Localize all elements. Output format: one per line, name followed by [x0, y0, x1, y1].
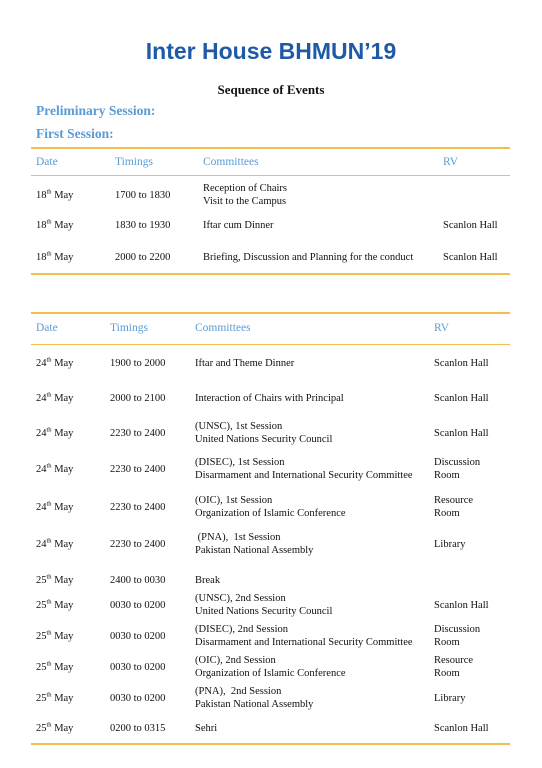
committee-line-2: Disarmament and International Security Committee [195, 470, 413, 481]
timing-cell: 1830 to 1930 [115, 219, 171, 231]
venue-cell [434, 713, 489, 743]
table-row [31, 210, 510, 240]
header-rv: RV [434, 322, 450, 334]
committee-line-1: Iftar and Theme Dinner [195, 357, 295, 369]
venue-cell [434, 492, 473, 522]
date-cell [36, 454, 73, 484]
committee-cell [195, 652, 346, 682]
committee-line-2: Organization of Islamic Conference [195, 668, 346, 679]
committee-line-1: (PNA), 2nd Session [195, 686, 282, 697]
venue-line-1: Scanlon Hall [434, 427, 489, 439]
committee-line-2: Visit to the Campus [203, 196, 287, 207]
venue-line-2: Room [434, 508, 460, 519]
table-top-rule [31, 312, 510, 314]
date-month: May [54, 357, 74, 369]
header-date: Date [36, 156, 58, 168]
first-session-heading: First Session: [36, 126, 114, 141]
committee-line-1: (OIC), 2nd Session [195, 655, 276, 666]
date-day: 25 [36, 692, 47, 704]
table-bottom-rule [31, 273, 510, 275]
date-cell [36, 383, 73, 413]
date-cell [36, 621, 73, 651]
committee-cell [203, 180, 287, 210]
venue-line-1: Library [434, 692, 466, 704]
date-cell [36, 713, 73, 743]
committee-line-1: (DISEC), 2nd Session [195, 624, 289, 635]
venue-cell [434, 418, 489, 448]
venue-cell [434, 652, 473, 682]
committee-cell [195, 418, 332, 448]
date-month: May [54, 501, 74, 513]
header-rule [31, 175, 510, 176]
committee-line-2: United Nations Security Council [195, 434, 333, 445]
date-day: 25 [36, 661, 47, 673]
date-day: 24 [36, 357, 47, 369]
page-title: Inter House BHMUN’19 [145, 38, 397, 64]
timing-cell: 1700 to 1830 [115, 189, 171, 201]
committee-cell [195, 713, 217, 743]
date-cell [36, 210, 73, 240]
venue-line-1: Scanlon Hall [434, 599, 489, 611]
date-suffix: th [46, 629, 52, 636]
committee-line-1: Briefing, Discussion and Planning for the conduct [203, 251, 414, 263]
timing-cell: 2400 to 0030 [110, 574, 166, 586]
venue-cell [443, 210, 498, 240]
committee-cell [195, 683, 313, 713]
date-cell [36, 242, 73, 272]
venue-cell [434, 529, 466, 559]
committee-cell [195, 454, 413, 484]
date-month: May [54, 692, 74, 704]
timing-cell: 0030 to 0200 [110, 661, 166, 673]
date-month: May [54, 599, 74, 611]
header-timings: Timings [115, 156, 153, 168]
timing-cell: 0030 to 0200 [110, 599, 166, 611]
date-suffix: th [46, 721, 52, 728]
venue-line-1: Scanlon Hall [443, 251, 498, 263]
date-cell [36, 418, 73, 448]
venue-line-1: Scanlon Hall [434, 392, 489, 404]
venue-cell [434, 621, 480, 651]
header-timings: Timings [110, 322, 148, 334]
committee-cell [203, 210, 274, 240]
table-row [31, 713, 510, 743]
timing-cell: 2230 to 2400 [110, 427, 166, 439]
date-suffix: th [46, 462, 52, 469]
date-month: May [54, 251, 74, 263]
header-date: Date [36, 322, 58, 334]
date-cell [36, 348, 73, 378]
venue-cell [434, 383, 489, 413]
date-day: 24 [36, 427, 47, 439]
committee-line-2: Organization of Islamic Conference [195, 508, 346, 519]
venue-cell [434, 348, 489, 378]
venue-cell [434, 683, 466, 713]
date-month: May [54, 574, 74, 586]
date-month: May [54, 392, 74, 404]
venue-line-1: Resource [434, 655, 474, 666]
table-bottom-rule [31, 743, 510, 745]
date-cell [36, 590, 73, 620]
header-committees: Committees [195, 322, 251, 334]
timing-cell: 1900 to 2000 [110, 357, 166, 369]
date-day: 25 [36, 574, 47, 586]
venue-line-2: Room [434, 637, 460, 648]
date-day: 18 [36, 219, 47, 231]
committee-cell [195, 590, 332, 620]
committee-cell [195, 529, 313, 559]
table-row [31, 529, 510, 559]
committee-line-1: (OIC), 1st Session [195, 495, 273, 506]
committee-line-1: (DISEC), 1st Session [195, 457, 285, 468]
table-row [31, 652, 510, 682]
header-committees: Committees [203, 156, 259, 168]
table-row [31, 180, 510, 210]
table-row [31, 492, 510, 522]
preliminary-session-heading: Preliminary Session: [36, 103, 156, 118]
date-cell [36, 529, 73, 559]
venue-line-1: Scanlon Hall [434, 722, 489, 734]
date-day: 25 [36, 722, 47, 734]
date-day: 25 [36, 599, 47, 611]
date-suffix: th [46, 691, 52, 698]
table-row [31, 418, 510, 448]
venue-line-1: Resource [434, 495, 474, 506]
date-cell [36, 180, 73, 210]
date-day: 18 [36, 251, 47, 263]
date-suffix: th [46, 500, 52, 507]
timing-cell: 2230 to 2400 [110, 501, 166, 513]
timing-cell: 2000 to 2200 [115, 251, 171, 263]
schedule-table-first [31, 147, 510, 275]
date-suffix: th [46, 218, 52, 225]
header-rv: RV [443, 156, 459, 168]
page-subtitle: Sequence of Events [217, 82, 325, 97]
committee-line-1: Break [195, 574, 221, 586]
table-row [31, 242, 510, 272]
timing-cell: 0030 to 0200 [110, 692, 166, 704]
committee-cell [195, 383, 344, 413]
date-month: May [54, 630, 74, 642]
venue-line-1: Scanlon Hall [443, 219, 498, 231]
committee-cell [195, 621, 413, 651]
timing-cell: 2230 to 2400 [110, 463, 166, 475]
committee-line-1: Reception of Chairs [203, 183, 287, 194]
date-month: May [54, 219, 74, 231]
venue-line-1: Discussion [434, 624, 481, 635]
venue-cell [434, 454, 480, 484]
date-day: 24 [36, 463, 47, 475]
committee-line-1: (UNSC), 1st Session [195, 421, 283, 432]
date-suffix: th [46, 188, 52, 195]
date-month: May [54, 538, 74, 550]
date-day: 24 [36, 392, 47, 404]
committee-line-1: (UNSC), 2nd Session [195, 593, 286, 604]
date-day: 24 [36, 501, 47, 513]
committee-line-1: Interaction of Chairs with Principal [195, 392, 344, 404]
venue-line-2: Room [434, 668, 460, 679]
committee-line-2: Pakistan National Assembly [195, 545, 314, 556]
date-cell [36, 652, 73, 682]
committee-cell [195, 348, 294, 378]
schedule-table-second [31, 312, 510, 746]
committee-line-1: Iftar cum Dinner [203, 219, 274, 231]
committee-line-1: (PNA), 1st Session [195, 532, 281, 543]
table-row [31, 454, 510, 484]
timing-cell: 0030 to 0200 [110, 630, 166, 642]
date-day: 18 [36, 189, 47, 201]
venue-cell [434, 590, 489, 620]
timing-cell: 2230 to 2400 [110, 538, 166, 550]
table-row [31, 348, 510, 378]
header-rule [31, 344, 510, 345]
venue-line-1: Discussion [434, 457, 481, 468]
table-top-rule [31, 147, 510, 149]
date-suffix: th [46, 573, 52, 580]
date-suffix: th [46, 537, 52, 544]
date-day: 25 [36, 630, 47, 642]
date-cell [36, 683, 73, 713]
timing-cell: 2000 to 2100 [110, 392, 166, 404]
venue-line-2: Room [434, 470, 460, 481]
date-cell [36, 492, 73, 522]
table-row [31, 621, 510, 651]
date-month: May [54, 722, 74, 734]
date-month: May [54, 189, 74, 201]
table-row [31, 683, 510, 713]
committee-cell [195, 492, 346, 522]
date-suffix: th [46, 426, 52, 433]
timing-cell: 0200 to 0315 [110, 722, 166, 734]
committee-cell [203, 242, 413, 272]
committee-line-1: Sehri [195, 722, 218, 734]
table-row [31, 383, 510, 413]
date-month: May [54, 463, 74, 475]
date-suffix: th [46, 598, 52, 605]
venue-line-1: Library [434, 538, 466, 550]
date-day: 24 [36, 538, 47, 550]
date-suffix: th [46, 356, 52, 363]
committee-line-2: Disarmament and International Security Committee [195, 637, 413, 648]
committee-line-2: United Nations Security Council [195, 606, 333, 617]
committee-line-2: Pakistan National Assembly [195, 699, 314, 710]
venue-cell [443, 242, 498, 272]
venue-line-1: Scanlon Hall [434, 357, 489, 369]
date-suffix: th [46, 660, 52, 667]
table-row [31, 590, 510, 620]
date-month: May [54, 661, 74, 673]
date-suffix: th [46, 250, 52, 257]
date-suffix: th [46, 391, 52, 398]
date-month: May [54, 427, 74, 439]
